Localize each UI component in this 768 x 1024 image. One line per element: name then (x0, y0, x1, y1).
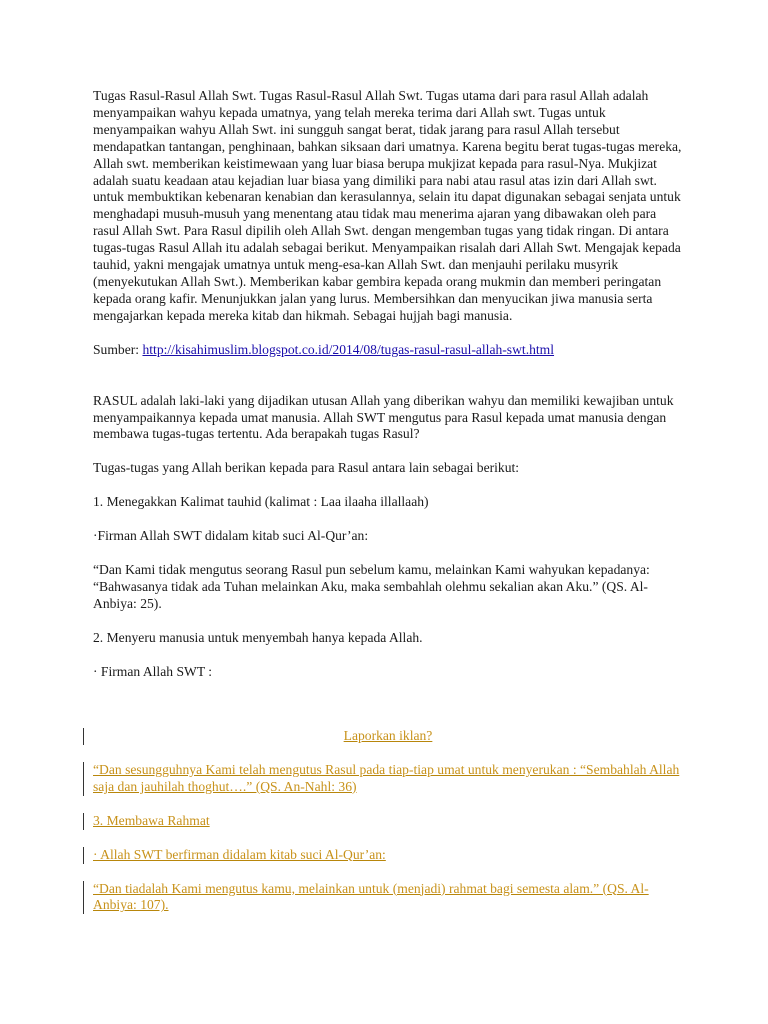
document-body (93, 88, 683, 698)
source-link[interactable]: http://kisahimuslim.blogspot.co.id/2014/08/tugas-rasul-rasul-allah-swt.html (142, 341, 555, 357)
firman-line-1: ·Firman Allah SWT didalam kitab suci Al-Qur’an: (93, 528, 369, 544)
report-ad-link[interactable]: Laporkan iklan? (343, 728, 433, 743)
quote-paragraph-3[interactable]: “Dan tiadalah Kami mengutus kamu, melainkan untuk (menjadi) rahmat bagi semesta alam.” (QS. Al-Anbiya: 107). (93, 880, 649, 913)
task-item-2: 2. Menyeru manusia untuk menyembah hanya kepada Allah. (93, 629, 423, 645)
tasks-intro-paragraph: Tugas-tugas yang Allah berikan kepada para Rasul antara lain sebagai berikut: (93, 460, 520, 476)
task-row-3[interactable] (83, 813, 683, 830)
quote-row-2[interactable] (83, 762, 683, 796)
source-line (93, 342, 683, 359)
source-label: Sumber: (93, 341, 143, 357)
quote-paragraph-2[interactable]: “Dan sesungguhnya Kami telah mengutus Rasul pada tiap-tiap umat untuk menyerukan : “Sembahlah Allah saja dan jauhilah thoghut….” (QS. An-Nahl: 36) (93, 761, 680, 794)
report-ad-row[interactable] (83, 728, 683, 745)
task-item-3[interactable]: 3. Membawa Rahmat (93, 812, 210, 828)
firman-line-2: · Firman Allah SWT : (93, 663, 213, 679)
firman-row-3[interactable] (83, 847, 683, 864)
rasul-definition-paragraph: RASUL adalah laki-laki yang dijadikan utusan Allah yang diberikan wahyu dan memiliki kewajiban untuk menyampaikannya kepada umat manusia. Allah SWT mengutus para Rasul kepada umat manusia dengan membawa tugas-tugas tertentu. Ada berapakah tugas Rasul? (93, 392, 674, 442)
quote-row-3[interactable] (83, 881, 683, 915)
quote-paragraph-1: “Dan Kami tidak mengutus seorang Rasul pun sebelum kamu, melainkan Kami wahyukan kepadanya: “Bahwasanya tidak ada Tuhan melainkan Aku, maka sembahlah olehmu sekalian akan Aku.” (QS. Al-Anbiya: 25). (93, 562, 650, 611)
task-item-1: 1. Menegakkan Kalimat tauhid (kalimat : Laa ilaaha illallaah) (93, 494, 429, 510)
firman-line-3[interactable]: · Allah SWT berfirman didalam kitab suci Al-Qur’an: (93, 846, 386, 862)
ad-section (83, 728, 683, 931)
intro-paragraph: Tugas Rasul-Rasul Allah Swt. Tugas Rasul-Rasul Allah Swt. Tugas utama dari para rasul Allah adalah menyampaikan wahyu kepada umatnya, yang telah mereka terima dari Allah swt. Tugas untuk menyampaikan wahyu Allah Swt. ini sungguh sangat berat, tidak jarang para rasul Allah tersebut mendapatkan tantangan, penghinaan, bahkan siksaan dari umatnya. Karena begitu berat tugas-tugas mereka, Allah swt. memberikan keistimewaan yang luar biasa berupa mukjizat kepada para rasul-Nya. Mukjizat adalah suatu keadaan atau kejadian luar biasa yang dimiliki para nabi atau rasul atas izin dari Allah swt. untuk membuktikan kebenaran kenabian dan kerasulannya, selain itu dapat digunakan sebagai senjata untuk menghadapi musuh-musuh yang menentang atau tidak mau menerima ajaran yang dibawakan oleh para rasul Allah Swt. Para Rasul dipilih oleh Allah Swt. dengan mengemban tugas yang tidak ringan. Di antara tugas-tugas Rasul Allah itu adalah sebagai berikut. Menyampaikan risalah dari Allah Swt. Mengajak kepada tauhid, yakni mengajak umatnya untuk meng-esa-kan Allah Swt. dan menjauhi perilaku musyrik (menyekutukan Allah Swt.). Memberikan kabar gembira kepada orang mukmin dan memberi peringatan kepada orang kafir. Menunjukkan jalan yang lurus. Membersihkan dan menyucikan jiwa manusia serta mengajarkan kepada mereka kitab dan hikmah. Sebagai hujjah bagi manusia. (93, 88, 682, 323)
